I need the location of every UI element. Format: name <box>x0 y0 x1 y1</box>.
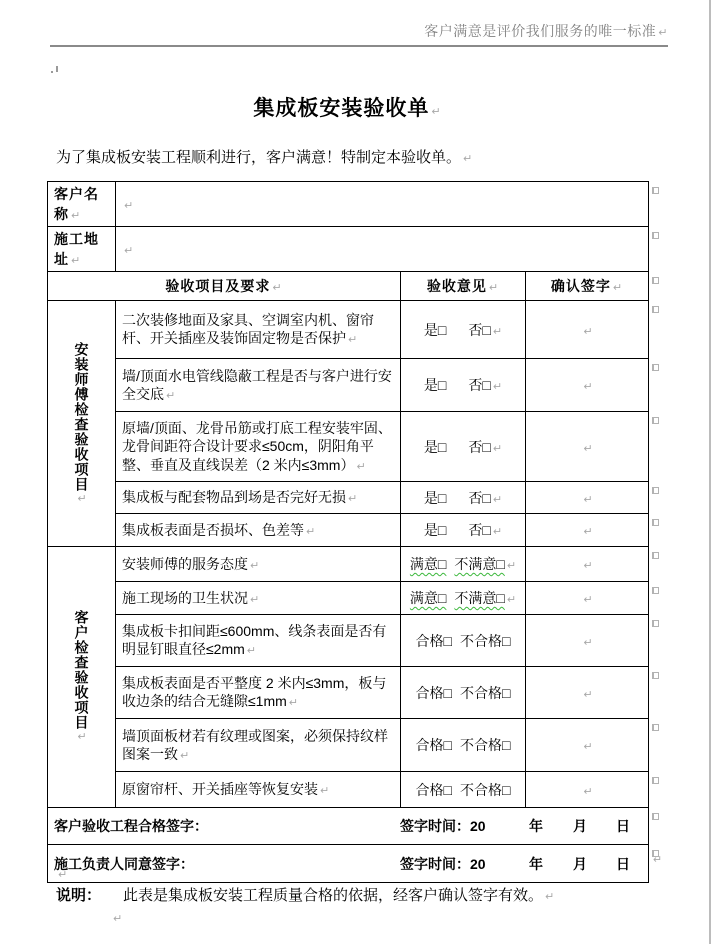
checkbox-pass[interactable]: 合格□ <box>415 737 452 753</box>
opinion-cell <box>401 547 526 582</box>
section-label-customer-check: 客户检查验收项目↵ <box>48 547 116 808</box>
note-text-block <box>56 884 554 905</box>
enter-mark: ↵ <box>492 381 503 393</box>
enter-mark: ↵ <box>545 891 555 903</box>
enter-mark: ↵ <box>113 913 123 925</box>
note-label: 说明： <box>56 887 102 904</box>
item-text: 二次装修地面及家具、空调室内机、窗帘杆、开关插座及装饰固定物是否保护 ↵ <box>116 301 401 359</box>
checkbox-no[interactable]: 否□ <box>468 377 491 393</box>
enter-mark: ↵ <box>583 594 593 606</box>
enter-mark: ↵ <box>246 645 257 658</box>
month-label: 月 <box>573 855 587 872</box>
item-text: 集成板与配套物品到场是否完好无损 ↵ <box>116 482 401 514</box>
table-row <box>48 359 649 412</box>
intro-text: 为了集成板安装工程顺利进行，客户满意！特制定本验收单。 ↵ <box>56 149 473 166</box>
item-text: 集成板卡扣间距≤600mm、线条表面是否有明显钉眼直径≤2mm ↵ <box>116 615 401 667</box>
checkbox-pass[interactable]: 合格□ <box>415 684 452 701</box>
enter-mark: ↵ <box>58 869 68 881</box>
item-text: 施工现场的卫生状况 ↵ <box>116 582 401 615</box>
page-edge-line <box>709 0 711 944</box>
page-header-note <box>50 21 668 47</box>
opinion-cell <box>401 482 526 514</box>
checkbox-satisfied[interactable]: 满意□ <box>409 556 447 572</box>
checkbox-fail[interactable]: 不合格□ <box>460 737 511 753</box>
table-row <box>48 615 649 667</box>
checkbox-yes[interactable]: 是□ <box>423 377 447 393</box>
enter-mark: ↵ <box>583 636 593 649</box>
page-title: 集成板安装验收单 ↵ <box>253 97 442 120</box>
table-row <box>48 667 649 719</box>
table-row <box>48 845 649 883</box>
enter-mark: ↵ <box>612 282 624 294</box>
enter-mark: ↵ <box>71 255 82 267</box>
enter-mark: ↵ <box>180 749 190 762</box>
checkbox-satisfied[interactable]: 满意□ <box>409 590 447 606</box>
checkbox-yes[interactable]: 是□ <box>423 522 447 538</box>
day-label: 日 <box>616 818 630 834</box>
enter-mark: ↵ <box>583 381 593 393</box>
table-row <box>48 482 649 514</box>
day-label: 日 <box>616 855 630 872</box>
enter-mark: ↵ <box>583 493 593 506</box>
enter-mark: ↵ <box>492 442 503 455</box>
enter-mark: ↵ <box>506 594 517 606</box>
opinion-cell <box>401 772 526 808</box>
table-header-row <box>48 272 649 301</box>
enter-mark: ↵ <box>348 334 358 347</box>
enter-mark: ↵ <box>288 697 299 710</box>
signature-cell[interactable] <box>526 482 649 514</box>
opinion-cell <box>401 359 526 412</box>
table-row <box>48 772 649 808</box>
signature-cell[interactable] <box>526 547 649 582</box>
paragraph-mark <box>51 66 58 73</box>
opinion-cell <box>401 615 526 667</box>
signature-cell[interactable] <box>526 301 649 359</box>
signature-cell[interactable] <box>526 667 649 719</box>
checkbox-no[interactable]: 否□ <box>468 522 491 538</box>
section-label-installer-check: 安装师傅检查验收项目↵ <box>48 301 116 547</box>
signature-cell[interactable] <box>526 359 649 412</box>
enter-mark: ↵ <box>658 27 668 39</box>
table-row <box>48 227 649 272</box>
header-note-text: 客户满意是评价我们服务的唯一标准 <box>424 23 657 39</box>
year-label: 年 <box>529 855 543 872</box>
enter-mark: ↵ <box>583 442 593 455</box>
customer-name-label: 客户名称 ↵ <box>48 182 116 227</box>
table-row <box>48 301 649 359</box>
enter-mark: ↵ <box>272 282 283 294</box>
site-address-field[interactable] <box>116 227 649 272</box>
enter-mark: ↵ <box>75 730 88 744</box>
checkbox-fail[interactable]: 不合格□ <box>460 632 511 649</box>
checkbox-yes[interactable]: 是□ <box>423 438 447 455</box>
enter-mark: ↵ <box>463 153 473 165</box>
enter-mark: ↵ <box>506 560 517 572</box>
col-header-sign: 确认签字 ↵ <box>526 272 649 301</box>
item-text: 原窗帘杆、开关插座等恢复安装 ↵ <box>116 772 401 808</box>
enter-mark: ↵ <box>492 526 503 538</box>
enter-mark: ↵ <box>492 493 503 506</box>
enter-mark: ↵ <box>583 526 593 538</box>
table-row <box>48 412 649 482</box>
enter-mark: ↵ <box>431 106 442 118</box>
enter-mark: ↵ <box>75 491 88 506</box>
opinion-cell <box>401 301 526 359</box>
enter-mark: ↵ <box>583 325 593 338</box>
enter-mark: ↵ <box>124 200 134 212</box>
signature-cell[interactable] <box>526 514 649 547</box>
checkbox-pass[interactable]: 合格□ <box>415 632 452 649</box>
opinion-cell <box>401 412 526 482</box>
enter-mark: ↵ <box>492 325 503 338</box>
enter-mark: ↵ <box>71 210 82 222</box>
enter-mark: ↵ <box>306 525 316 538</box>
checkbox-yes[interactable]: 是□ <box>423 321 447 338</box>
enter-mark: ↵ <box>124 245 134 257</box>
customer-name-field[interactable] <box>116 182 649 227</box>
enter-mark: ↵ <box>356 460 366 473</box>
checkbox-no[interactable]: 否□ <box>468 438 491 455</box>
enter-mark: ↵ <box>583 785 593 798</box>
month-label: 月 <box>573 818 587 834</box>
customer-signoff-label: 客户验收工程合格签字： <box>54 818 208 834</box>
signature-cell[interactable] <box>526 615 649 667</box>
signature-cell[interactable] <box>526 719 649 772</box>
enter-mark: ↵ <box>250 559 260 572</box>
table-row <box>48 719 649 772</box>
enter-mark: ↵ <box>488 282 500 294</box>
table-row <box>48 582 649 615</box>
opinion-cell <box>401 514 526 547</box>
sign-time-label: 签字时间：20 <box>400 818 486 834</box>
year-label: 年 <box>529 818 543 834</box>
customer-signoff-row[interactable] <box>48 808 649 845</box>
checkbox-pass[interactable]: 合格□ <box>415 781 452 798</box>
enter-mark: ↵ <box>166 389 176 402</box>
checkbox-fail[interactable]: 不合格□ <box>460 781 511 798</box>
checkbox-fail[interactable]: 不合格□ <box>460 684 511 701</box>
item-text: 原墙/顶面、龙骨吊筋或打底工程安装牢固、龙骨间距符合设计要求≤50cm，阴阳角平整、垂直及直线误差（2 米内≤3mm） ↵ <box>116 412 401 482</box>
col-header-items: 验收项目及要求 ↵ <box>48 272 401 301</box>
enter-mark: ↵ <box>250 593 260 606</box>
signature-cell[interactable] <box>526 582 649 615</box>
note-body: 此表是集成板安装工程质量合格的依据，经客户确认签字有效。 <box>123 887 544 904</box>
opinion-cell <box>401 582 526 615</box>
contractor-signoff-label: 施工负责人同意签字： <box>54 855 194 872</box>
item-text: 安装师傅的服务态度 ↵ <box>116 547 401 582</box>
enter-mark: ↵ <box>583 741 593 753</box>
table-row <box>48 514 649 547</box>
checkbox-yes[interactable]: 是□ <box>423 489 447 506</box>
item-text: 集成板表面是否损坏、色差等 ↵ <box>116 514 401 547</box>
enter-mark: ↵ <box>652 854 663 866</box>
signature-cell[interactable] <box>526 772 649 808</box>
checkbox-no[interactable]: 否□ <box>468 489 491 506</box>
item-text: 墙顶面板材若有纹理或图案，必须保持纹样图案一致 ↵ <box>116 719 401 772</box>
checkbox-no[interactable]: 否□ <box>468 321 491 338</box>
enter-mark: ↵ <box>583 688 593 701</box>
table-row <box>48 547 649 582</box>
contractor-signoff-row[interactable] <box>48 845 663 883</box>
checkbox-unsatisfied[interactable]: 不满意□ <box>454 590 505 606</box>
site-address-label: 施工地址 ↵ <box>48 227 116 272</box>
item-text: 墙/顶面水电管线隐蔽工程是否与客户进行安全交底 ↵ <box>116 359 401 412</box>
item-text: 集成板表面是否平整度 2 米内≤3mm，板与收边条的结合无缝隙≤1mm ↵ <box>116 667 401 719</box>
col-header-opinion: 验收意见 ↵ <box>401 272 526 301</box>
signature-cell[interactable] <box>526 412 649 482</box>
acceptance-table <box>47 181 663 883</box>
opinion-cell <box>401 719 526 772</box>
checkbox-unsatisfied[interactable]: 不满意□ <box>454 556 505 572</box>
enter-mark: ↵ <box>320 785 330 798</box>
sign-time-label: 签字时间：20 <box>400 855 486 872</box>
opinion-cell <box>401 667 526 719</box>
enter-mark: ↵ <box>583 560 593 572</box>
table-row <box>48 182 649 227</box>
enter-mark: ↵ <box>348 493 358 506</box>
table-row <box>48 808 649 845</box>
